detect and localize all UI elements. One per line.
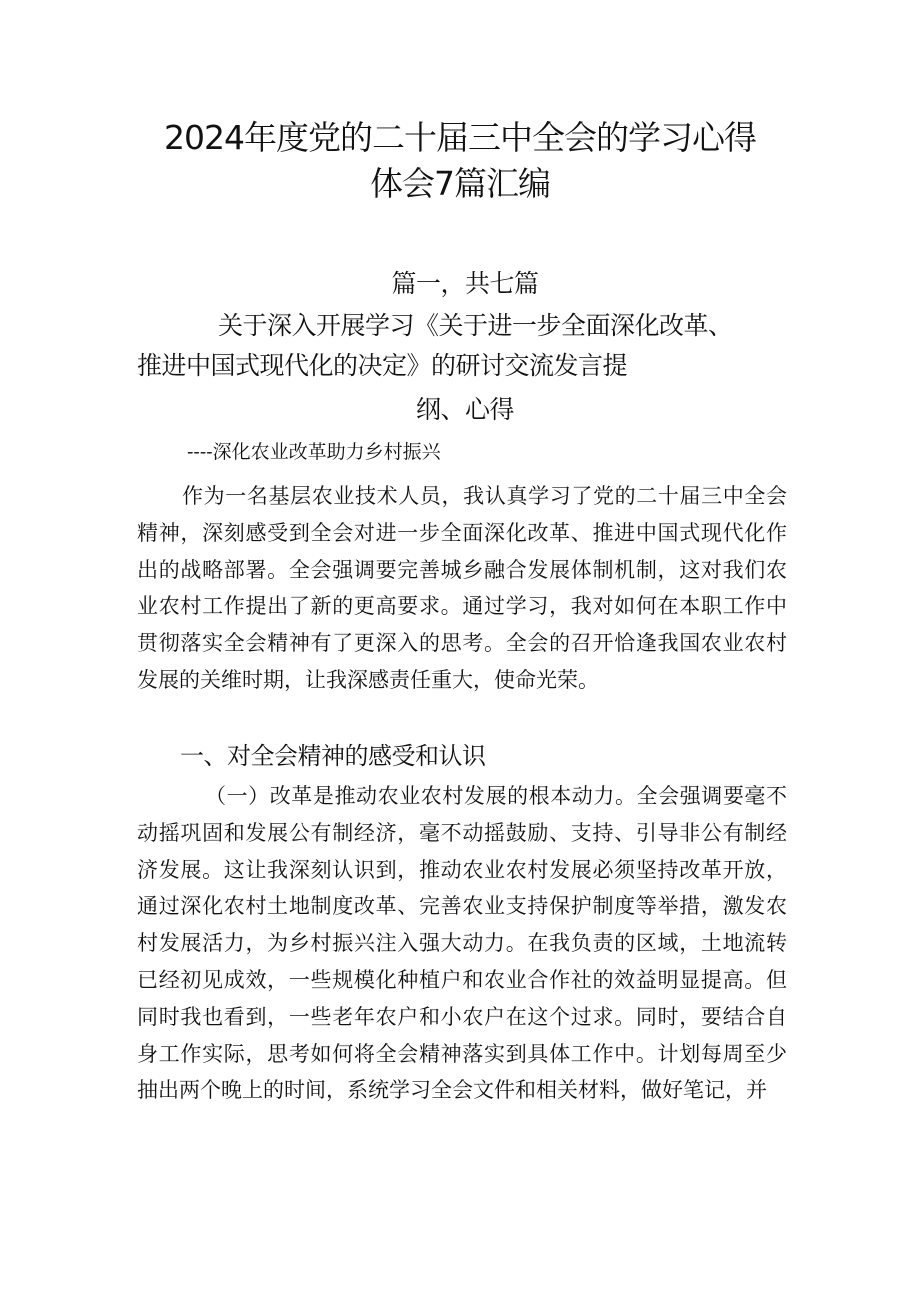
body-paragraph-1: 作为一名基层农业技术人员，我认真学习了党的二十届三中全会精神，深刻感受到全会对进一步全面深化改革、推进中国式现代化作出的战略部署。全会强调要完善城乡融合发展体制机制，这对我们农业农村工作提出了新的更高要求。通过学习，我对如何在本职工作中贯彻落实全会精神有了更深入的思考。全会的召开恰逢我国农业农村发展的关维时期，让我深感责任重大，使命光荣。 [137, 484, 787, 692]
series-label: 篇一，共七篇 [391, 269, 539, 298]
article-heading-line-1: 关于深入开展学习《关于进一步全面深化改革、 [218, 311, 733, 340]
document-title-line-2: 体会7篇汇编 [370, 164, 550, 203]
body-paragraph-2: （一）改革是推动农业农村发展的根本动力。全会强调要毫不动摇巩固和发展公有制经济，毫不动摇鼓励、支持、引导非公有制经济发展。这让我深刻认识到，推动农业农村发展必须坚持改革开放，通过深化农村土地制度改革、完善农业支持保护制度等举措，激发农村发展活力，为乡村振兴注入强大动力。在我负责的区域，土地流转已经初见成效，一些规模化种植户和农业合作社的效益明显提高。但同时我也看到，一些老年农户和小农户在这个过求。同时，要结合自身工作实际，思考如何将全会精神落实到具体工作中。计划每周至少抽出两个晚上的时间，系统学习全会文件和相关材料，做好笔记，并 [137, 784, 787, 1103]
section-heading-1: 一、对全会精神的感受和认识 [180, 742, 486, 770]
document-title-line-1: 2024年度党的二十届三中全会的学习心得 [164, 118, 756, 157]
article-heading-line-2: 推进中国式现代化的决定》的研讨交流发言提 [137, 351, 628, 380]
article-heading-line-3: 纲、心得 [415, 395, 514, 424]
article-tagline: ----深化农业改革助力乡村振兴 [187, 441, 441, 463]
